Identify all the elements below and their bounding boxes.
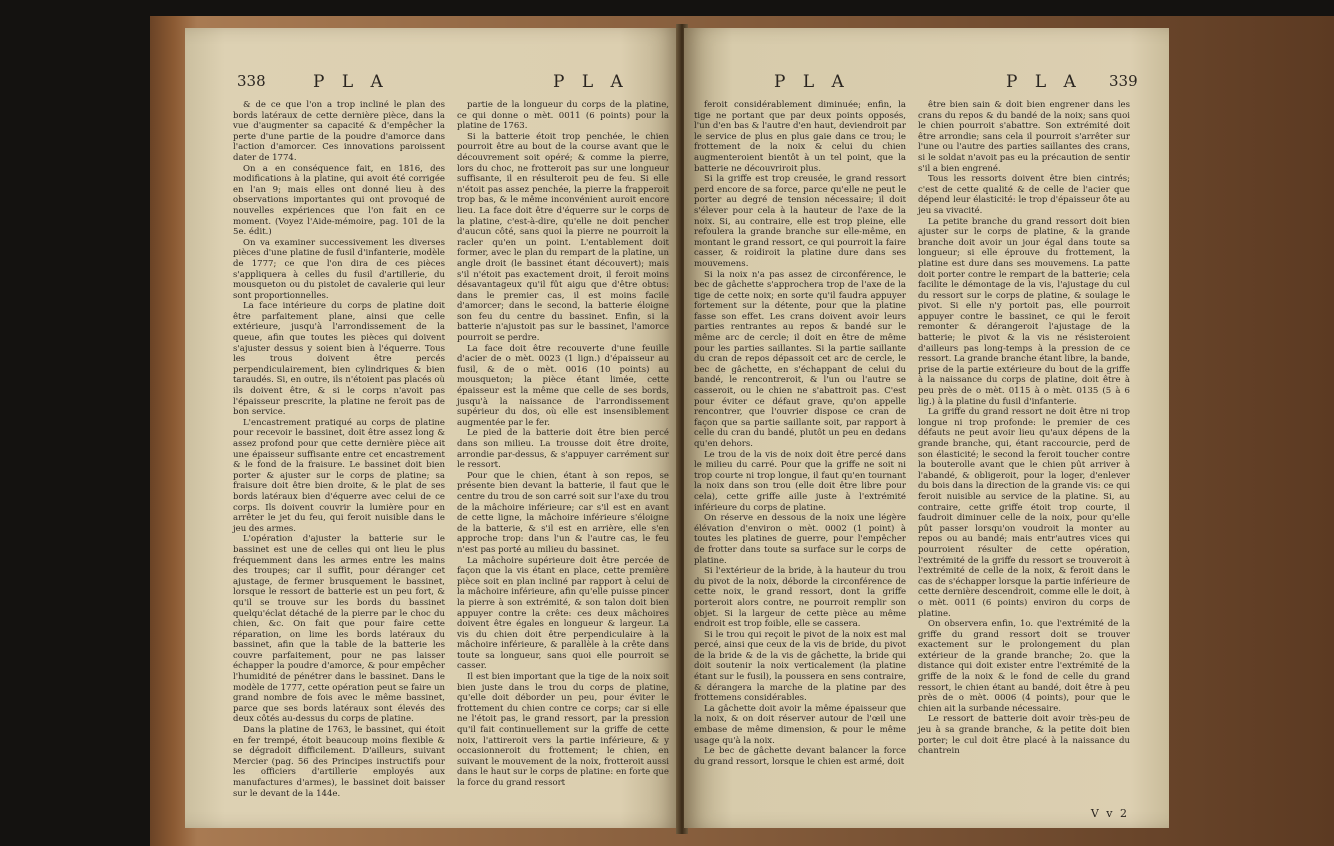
paragraph: partie de la longueur du corps de la platine, ce qui donne o mèt. 0011 (6 points) pour la platine de 1763.: [457, 100, 669, 132]
left-page-column-2: [457, 100, 669, 789]
paragraph: Si la noix n'a pas assez de circonférence, le bec de gâchette s'approchera trop de l'axe de la tige de cette noix; en sorte qu'il faudra appuyer fortement sur la détente, pour que la platine fasse son effet. Les crans doivent avoir leurs parties rentrantes au repos & bandé sur le même arc de cercle; il doit en être de même pour les parties saillantes. Si la partie saillante du cran de repos dépassoit cet arc de cercle, le bec de gâchette, en s'échappant de celui du bandé, le rencontreroit, & l'un ou l'autre se casseroit, ou le chien ne s'abattroit pas. C'est pour éviter ce défaut grave, qu'on appelle rencontrer, que l'ouvrier dispose ce cran de façon que sa partie saillante soit, par rapport à celle du cran du bandé, plutôt un peu en dedans qu'en dehors.: [694, 269, 906, 449]
paragraph: Pour que le chien, étant à son repos, se présente bien devant la batterie, il faut que le centre du trou de son carré soit sur l'axe du trou de la mâchoire inférieure; car s'il est en avant de cette ligne, la mâchoire inférieure s'éloigne de la batterie, & s'il est en arrière, elle s'en approche trop: dans l'un & l'autre cas, le feu n'est pas porté au milieu du bassinet.: [457, 470, 669, 555]
paragraph: Si l'extérieur de la bride, à la hauteur du trou du pivot de la noix, déborde la circonférence de cette noix, le grand ressort, dont la griffe porteroit alors contre, ne pourroit remplir son objet. Si la largeur de cette pièce au même endroit est trop foible, elle se cassera.: [694, 566, 906, 630]
paragraph: feroit considérablement diminuée; enfin, la tige ne portant que par deux points opposés, l'un d'en bas & l'autre d'en haut, deviendroit par le service de plus en plus gaie dans ce trou; le frottement de la noix & celui du chien augmenteroient bientôt à un tel point, que la batterie ne découvriroit plus.: [694, 100, 906, 174]
paragraph: La griffe du grand ressort ne doit être ni trop longue ni trop profonde: le premier de ces défauts ne peut avoir lieu qu'aux dépens de la grande branche, qui, étant raccourcie, perd de son élasticité; le second la feroit toucher contre la bouterolle avant que le chien pût arriver à l'abandé, & obligeroit, pour la loger, d'enlever du bois dans la direction de la grande vis: ce qui feroit nuisible au service de la platine. Si, au contraire, cette griffe étoit trop courte, il faudroit diminuer celle de la noix, pour qu'elle pût passer lorsqu'on voudroit la monter au repos ou au bandé; mais entr'autres vices qui pourroient résulter de cette opération, l'extrémité de la griffe du ressort se trouveroit à l'extrémité de celle de la noix, & feroit dans le cas de s'échapper lorsque la partie inférieure de cette dernière descendroit, comme elle le doit, à o mèt. 0011 (6 points) environ du corps de platine.: [918, 407, 1130, 619]
paragraph: La gâchette doit avoir la même épaisseur que la noix, & on doit réserver autour de l'œil une embase de même dimension, & pour le même usage qu'à la noix.: [694, 703, 906, 746]
paragraph: L'opération d'ajuster la batterie sur le bassinet est une de celles qui ont lieu le plus fréquemment dans les armes entre les mains des troupes; car il suffit, pour déranger cet ajustage, de fermer brusquement le bassinet, lorsque le ressort de batterie est un peu fort, & qu'il se trouve sur les bords du bassinet quelqu'éclat détaché de la pierre par le choc du chien, &c. On fait que pour faire cette réparation, on lime les bords latéraux du bassinet, afin que la table de la batterie les couvre parfaitement, pour ne pas laisser échapper la poudre d'amorce, & pour empêcher l'humidité de pénétrer dans le bassinet. Dans le modèle de 1777, cette opération peut se faire un grand nombre de fois avec le même bassinet, parce que ses bords latéraux sont élevés des deux côtés au-dessus du corps de platine.: [233, 534, 445, 725]
running-head-right-2: P L A: [1006, 72, 1082, 92]
right-page-column-1: [694, 100, 906, 767]
paragraph: Le ressort de batterie doit avoir très-peu de jeu à sa grande branche, & la petite doit bien porter; le cul doit être placé à la naissance du chantrein: [918, 714, 1130, 757]
paragraph: La mâchoire supérieure doit être percée de façon que la vis étant en place, cette première pièce soit en plan incliné par rapport à celui de la mâchoire inférieure, afin qu'elle puisse pincer la pierre à son extrémité, & son talon doit bien appuyer contre la crête: ces deux mâchoires doivent être égales en longueur & largeur. La vis du chien doit être perpendiculaire à la mâchoire inférieure, & parallèle à la crête dans toute sa longueur, sans quoi elle pourroit se casser.: [457, 555, 669, 672]
paragraph: Si la batterie étoit trop penchée, le chien pourroit être au bout de la course avant que le découvrement soit opéré; & comme la pierre, lors du choc, ne frotteroit pas sur une longueur suffisante, il en résulteroit peu de feu. Si elle n'étoit pas assez penchée, la pierre la frapperoit trop bas, & le même inconvénient auroit encore lieu. La face doit être d'équerre sur le corps de la platine, c'est-à-dire, qu'elle ne doit pencher d'aucun côté, sans quoi la pierre ne pourroit la racler qu'en un point. L'entablement doit former, avec le plan du rempart de la platine, un angle droit (le bassinet étant découvert); mais s'il n'étoit pas exactement droit, il feroit moins désavantageux qu'il fût aigu que d'être obtus: dans le premier cas, il est moins facile d'amorcer; dans le second, la batterie éloigne son feu du centre du bassinet. Enfin, si la batterie n'ajustoit pas sur le bassinet, l'amorce pourroit se perdre.: [457, 131, 669, 344]
page-number-left: 338: [237, 72, 266, 90]
right-page-header: [684, 72, 1169, 92]
paragraph: Le pied de la batterie doit être bien percé dans son milieu. La trousse doit être droite, arrondie par-dessus, & s'appuyer carrément sur le ressort.: [457, 428, 669, 471]
page-number-right: 339: [1109, 72, 1138, 90]
paragraph: La face doit être recouverte d'une feuille d'acier de o mèt. 0023 (1 lign.) d'épaisseur au fusil, & de o mèt. 0016 (10 points) au mousqueton; la pièce étant limée, cette épaisseur est la même que celle de ses bords, jusqu'à la naissance de l'arrondissement supérieur du dos, où elle est insensiblement augmentée par le fer.: [457, 343, 669, 428]
paragraph: On réserve en dessous de la noix une légère élévation d'environ o mèt. 0002 (1 point) à toutes les platines de guerre, pour l'empêcher de frotter dans toute sa surface sur le corps de platine.: [694, 513, 906, 566]
paragraph: être bien sain & doit bien engrener dans les crans du repos & du bandé de la noix; sans quoi le chien pourroit s'abattre. Son extrémité doit être arrondie; sans cela il pourroit s'arrêter sur l'une ou l'autre des parties saillantes des crans, si le soldat n'avoit pas eu la précaution de sentir s'il a bien engrené.: [918, 100, 1130, 174]
paragraph: La petite branche du grand ressort doit bien ajuster sur le corps de platine, & la grande branche doit avoir un jour égal dans toute sa longueur; si elle éprouve du frottement, la platine est dure dans ses mouvemens. La patte doit porter contre le rempart de la batterie; cela facilite le démontage de la vis, l'ajustage du cul du ressort sur le corps de platine, & soulage le pivot. Si elle n'y portoit pas, elle pourroit appuyer contre le bassinet, ce qui le feroit remonter & dérangeroit l'ajustage de la batterie; le pivot & la vis ne résisteroient d'ailleurs pas long-temps à la pression de ce ressort. La grande branche étant libre, la bande, prise de la partie extérieure du bout de la griffe à la naissance du corps de platine, doit être à peu près de o mèt. 0115 à o mèt. 0135 (5 à 6 lig.) à la platine du fusil d'infanterie.: [918, 216, 1130, 407]
paragraph: Le bec de gâchette devant balancer la force du grand ressort, lorsque le chien est armé, doit: [694, 746, 906, 767]
left-page: [185, 28, 680, 828]
paragraph: La face intérieure du corps de platine doit être parfaitement plane, ainsi que celle extérieure, jusqu'à l'arrondissement de la queue, afin que toutes les pièces qui doivent s'ajuster dessus y soient bien à l'équerre. Tous les trous doivent être percés perpendiculairement, bien cylindriques & bien taraudés. Si, en outre, ils n'étoient pas placés où ils doivent être, & si le corps n'avoit pas l'épaisseur prescrite, la platine ne feroit pas de bon service.: [233, 301, 445, 418]
paragraph: On observera enfin, 1o. que l'extrémité de la griffe du grand ressort doit se trouver exactement sur le prolongement du plan extérieur de la grande branche; 2o. que la distance qui doit exister entre l'extrémité de la griffe de la noix & le fond de celle du grand ressort, le chien étant au bandé, doit être à peu près de o mèt. 0006 (4 points), pour que le chien ait la surbande nécessaire.: [918, 619, 1130, 714]
right-page-column-2: [918, 100, 1130, 757]
paragraph: On a en conséquence fait, en 1816, des modifications à la platine, qui avoit été corrigée en l'an 9; mais elles ont donné lieu à des observations importantes qui ont provoqué de nouvelles expériences que l'on fait en ce moment. (Voyez l'Aide-mémoire, pag. 101 de la 5e. édit.): [233, 163, 445, 238]
paragraph: Si la griffe est trop creusée, le grand ressort perd encore de sa force, parce qu'elle ne peut le porter au degré de tension nécessaire; il doit s'élever pour cela à la hauteur de l'axe de la noix. Si, au contraire, elle est trop pleine, elle refoulera la grande branche sur elle-même, en montant le grand ressort, ce qui pourroit la faire casser, & roidiroit la platine dure dans ses mouvemens.: [694, 174, 906, 269]
paragraph: Si le trou qui reçoit le pivot de la noix est mal percé, ainsi que ceux de la vis de bride, du pivot de la bride & de la vis de gâchette, la bride qui doit soutenir la noix verticalement (la platine étant sur le fusil), la poussera en sens contraire, & dérangera la marche de la platine par des frottemens considérables.: [694, 629, 906, 704]
paragraph: Il est bien important que la tige de la noix soit bien juste dans le trou du corps de platine, qu'elle doit déborder un peu, pour éviter le frottement du chien contre ce corps; car si elle ne l'étoit pas, le grand ressort, par la pression qu'il fait continuellement sur la griffe de cette noix, l'attireroit vers la partie inférieure, & y occasionneroit du frottement; le chien, en suivant le mouvement de la noix, frotteroit aussi dans le haut sur le corps de platine: en forte que la force du grand ressort: [457, 672, 669, 788]
paragraph: & de ce que l'on a trop incliné le plan des bords latéraux de cette dernière pièce, dans la vue d'augmenter sa capacité & d'empêcher la perte d'une partie de la poudre d'amorce dans l'action d'amorcer. Ces innovations paroissent dater de 1774.: [233, 100, 445, 163]
left-page-header: [185, 72, 680, 92]
right-page: [684, 28, 1169, 828]
left-page-column-1: [233, 100, 445, 799]
running-head-left-2: P L A: [553, 72, 629, 92]
paragraph: Dans la platine de 1763, le bassinet, qui étoit en fer trempé, étoit beaucoup moins flexible & se dégradoit difficilement. D'ailleurs, suivant Mercier (pag. 56 des Principes instructifs pour les officiers d'artillerie employés aux manufactures d'armes), le bassinet doit baisser sur le devant de la 144e.: [233, 725, 445, 799]
signature-mark: V v 2: [1090, 807, 1129, 820]
paragraph: L'encastrement pratiqué au corps de platine pour recevoir le bassinet, doit être assez long & assez profond pour que cette dernière pièce ait une épaisseur suffisante entre cet encastrement & le fond de la fraisure. Le bassinet doit bien porter & ajuster sur le corps de platine; sa fraisure doit être bien droite, & le plat de ses bords latéraux bien d'équerre avec celui de ce corps. Ils doivent couvrir la lumière pour en arrêter le jet du feu, qui feroit nuisible dans le jeu des armes.: [233, 417, 445, 534]
paragraph: On va examiner successivement les diverses pièces d'une platine de fusil d'infanterie, modèle de 1777; ce que l'on dira de ces pièces s'appliquera à celles du fusil d'artillerie, du mousqueton ou du pistolet de cavalerie qui leur sont proportionnelles.: [233, 237, 445, 301]
paragraph: Tous les ressorts doivent être bien cintrés; c'est de cette qualité & de celle de l'acier que dépend leur élasticité: le trop d'épaisseur ôte au jeu sa vivacité.: [918, 174, 1130, 216]
running-head-right-1: P L A: [774, 72, 850, 92]
running-head-left-1: P L A: [313, 72, 389, 92]
paragraph: Le trou de la vis de noix doit être percé dans le milieu du carré. Pour que la griffe ne soit ni trop courte ni trop longue, il faut qu'en tournant la noix dans son trou (elle doit être libre pour cela), cette griffe aille juste à l'extrémité inférieure du corps de platine.: [694, 449, 906, 513]
